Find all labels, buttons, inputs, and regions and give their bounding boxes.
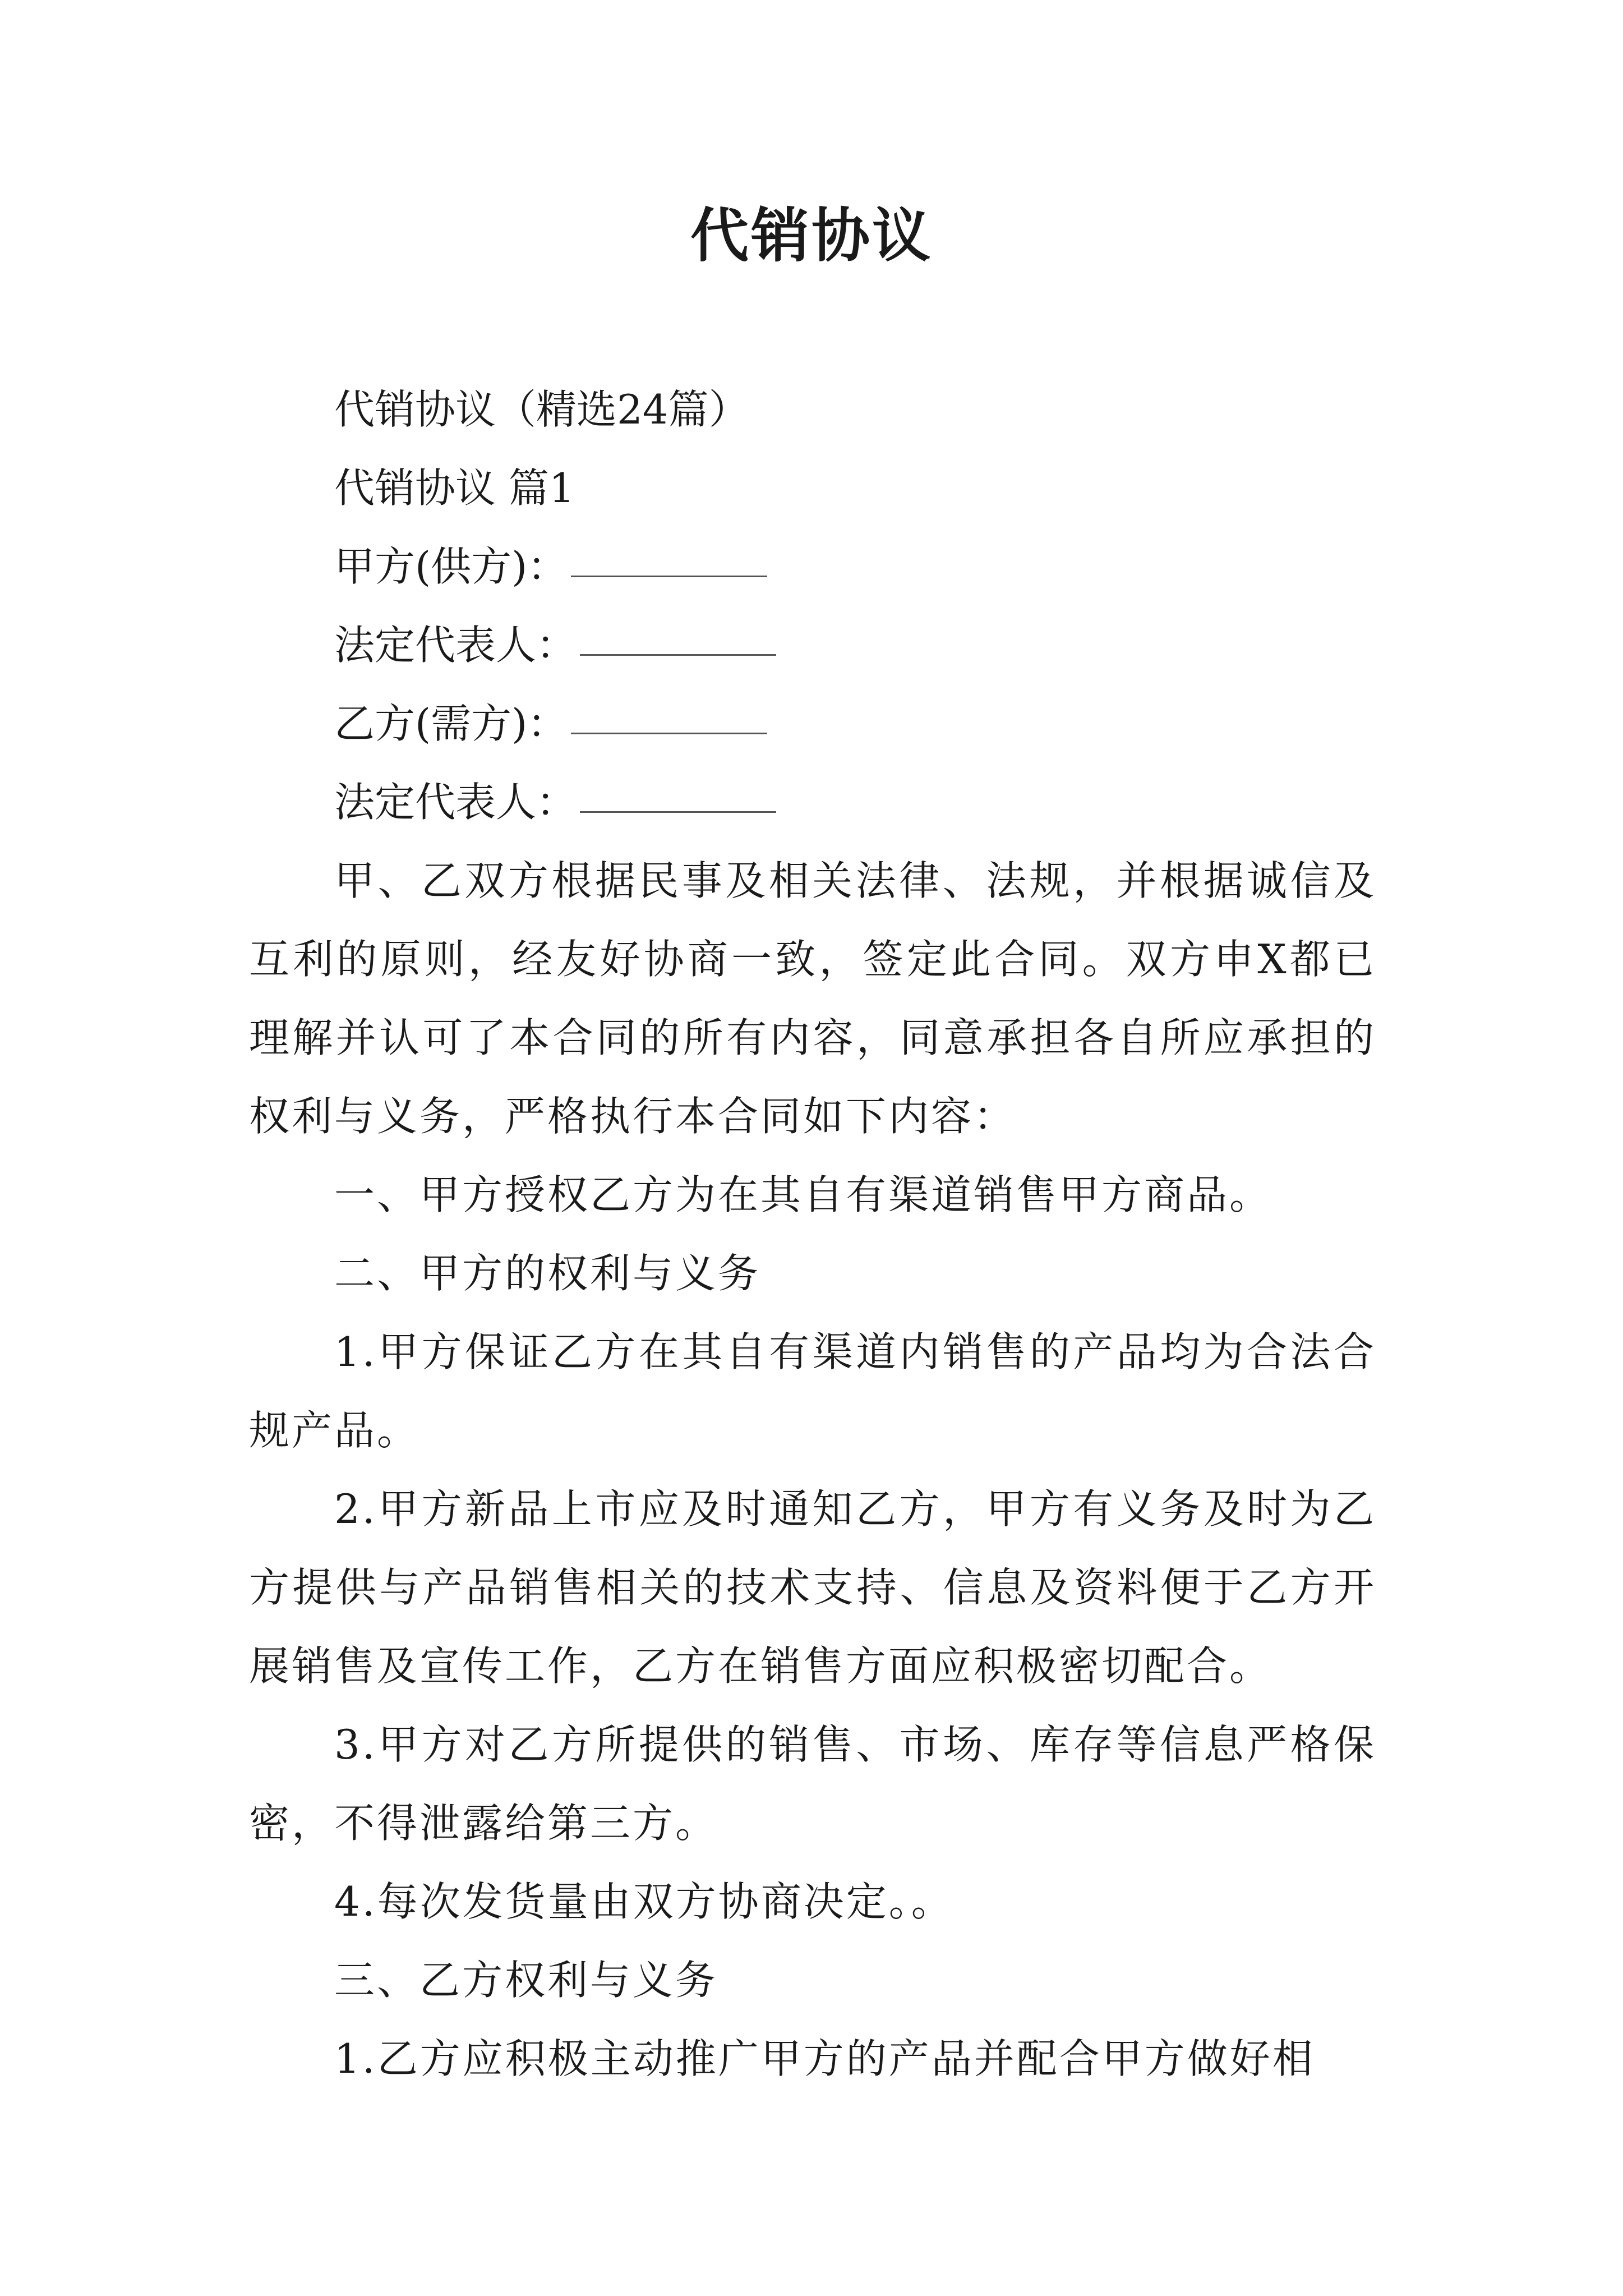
- clause-2-item-2: 2.甲方新品上市应及时通知乙方，甲方有义务及时为乙方提供与产品销售相关的技术支持、信息及资料便于乙方开展销售及宣传工作，乙方在销售方面应积极密切配合。: [249, 1485, 1376, 1690]
- field-label: 乙方(需方)：: [334, 700, 568, 747]
- clause-2-item-1: 1.甲方保证乙方在其自有渠道内销售的产品均为合法合规产品。: [249, 1328, 1376, 1454]
- section-heading: 代销协议 篇1: [334, 464, 575, 512]
- field-label: 法定代表人：: [334, 622, 577, 669]
- field-label: 甲方(供方)：: [334, 543, 568, 590]
- field-label: 法定代表人：: [334, 779, 577, 826]
- fill-in-blank: [571, 731, 767, 734]
- clause-3-item-1: 1.乙方应积极主动推广甲方的产品并配合甲方做好相: [334, 2035, 1315, 2082]
- clause-2-heading: 二、甲方的权利与义务: [334, 1250, 761, 1297]
- clause-2-item-4: 4.每次发货量由双方协商决定。。: [334, 1878, 954, 1925]
- clause-3-heading: 三、乙方权利与义务: [334, 1957, 718, 2004]
- document-subtitle: 代销协议（精选24篇）: [334, 386, 749, 433]
- clause-2-item-3: 3.甲方对乙方所提供的销售、市场、库存等信息严格保密，不得泄露给第三方。: [249, 1721, 1376, 1847]
- fill-in-blank: [580, 810, 776, 813]
- fill-in-blank: [571, 574, 767, 577]
- party-b-representative-field: [249, 763, 1376, 841]
- party-a-field: [249, 527, 1376, 606]
- party-b-field: [249, 684, 1376, 763]
- document-body: [249, 370, 1376, 2098]
- party-a-representative-field: [249, 606, 1376, 684]
- intro-paragraph: 甲、乙双方根据民事及相关法律、法规，并根据诚信及互利的原则，经友好协商一致，签定此合同。双方申X都已理解并认可了本合同的所有内容，同意承担各自所应承担的权利与义务，严格执行本合同如下内容：: [249, 857, 1376, 1140]
- fill-in-blank: [580, 653, 776, 656]
- clause-1: 一、甲方授权乙方为在其自有渠道销售甲方商品。: [334, 1171, 1272, 1218]
- document-title: 代销协议: [690, 201, 933, 270]
